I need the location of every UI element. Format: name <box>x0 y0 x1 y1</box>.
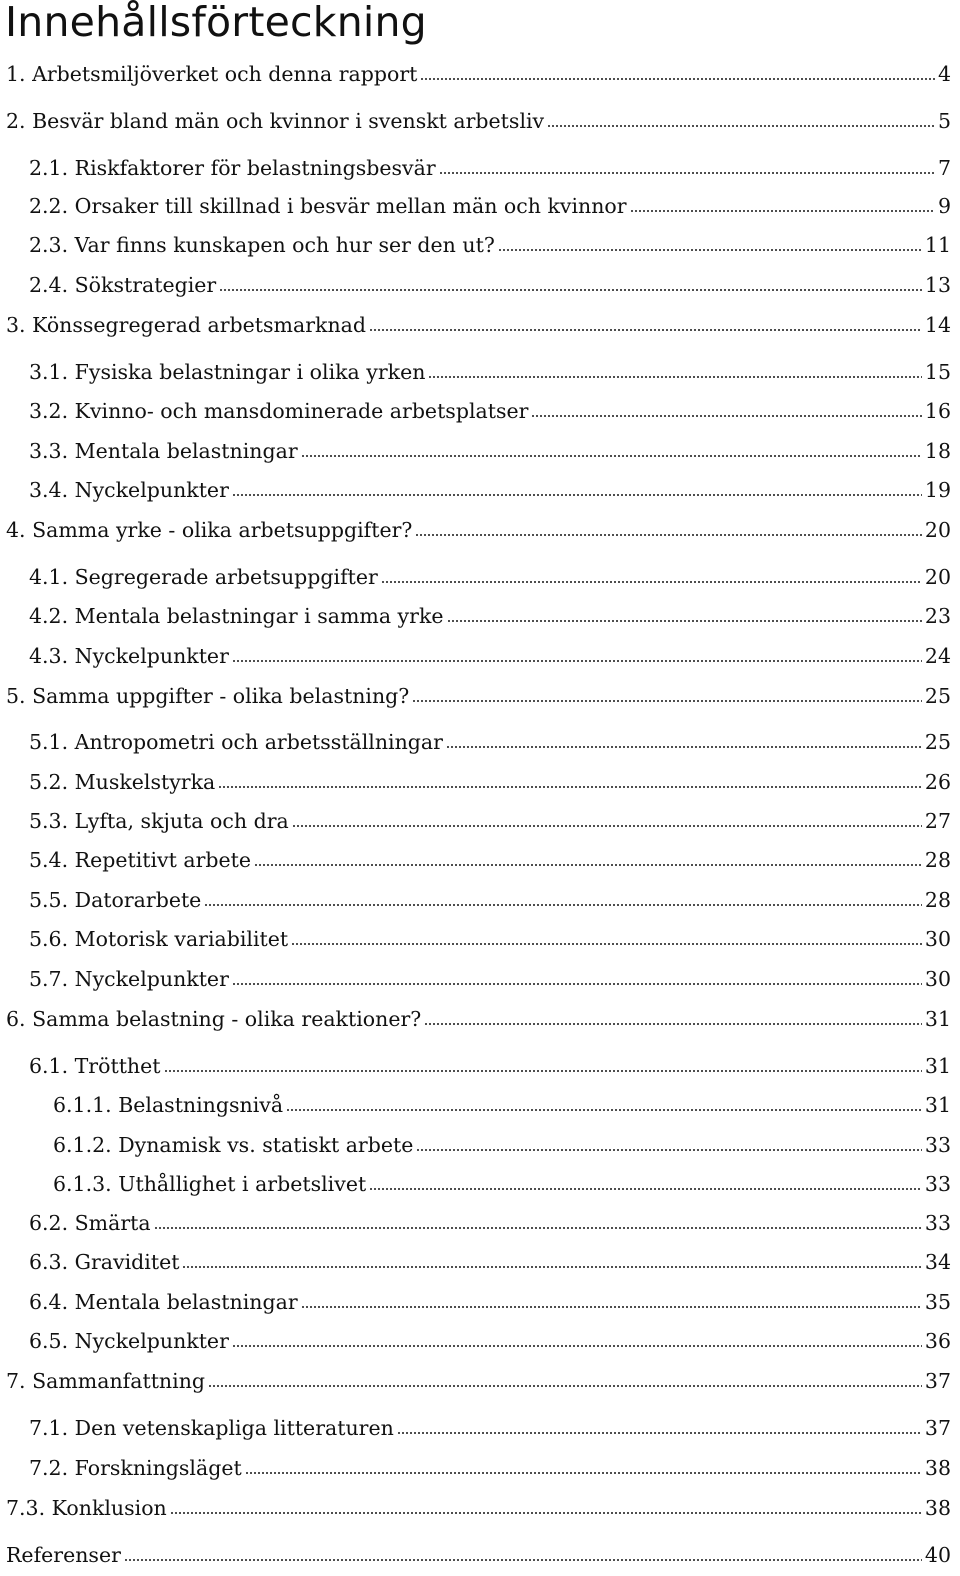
toc-entry-page-number: 25 <box>924 730 951 754</box>
toc-entry[interactable] <box>0 602 951 630</box>
toc-entry[interactable] <box>0 271 951 299</box>
toc-entry-page-number: 35 <box>924 1290 951 1314</box>
toc-entry[interactable] <box>0 1541 951 1569</box>
toc-entry-page-number: 31 <box>924 1093 951 1117</box>
toc-entry[interactable] <box>0 154 951 182</box>
toc-entry-label: 7. Sammanfattning <box>6 1369 206 1393</box>
toc-entry-label: 5.6. Motorisk variabilitet <box>29 927 289 951</box>
toc-entry-page-number: 9 <box>937 194 951 218</box>
toc-entry[interactable] <box>0 1052 951 1080</box>
toc-entry-label: 5.2. Muskelstyrka <box>29 770 216 794</box>
toc-entry-page-number: 16 <box>924 399 951 423</box>
dot-leader <box>301 1304 922 1310</box>
dot-leader <box>301 453 922 459</box>
toc-entry[interactable] <box>0 516 951 544</box>
toc-entry-label: 6.1.2. Dynamisk vs. statiskt arbete <box>53 1133 414 1157</box>
toc-entry-page-number: 20 <box>924 565 951 589</box>
toc-entry-label: 7.3. Konklusion <box>6 1496 167 1520</box>
toc-entry-label: 5.3. Lyfta, skjuta och dra <box>29 809 289 833</box>
toc-entry[interactable] <box>0 107 951 135</box>
toc-entry-label: 7.1. Den vetenskapliga litteraturen <box>29 1416 394 1440</box>
toc-entry[interactable] <box>0 846 951 874</box>
toc-entry-label: 5. Samma uppgifter - olika belastning? <box>6 684 410 708</box>
toc-entry-page-number: 19 <box>924 478 951 502</box>
dot-leader <box>428 374 921 380</box>
toc-entry-label: 3.2. Kvinno- och mansdominerade arbetsplatser <box>29 399 529 423</box>
toc-entry-label: 6.4. Mentala belastningar <box>29 1290 298 1314</box>
toc-entry[interactable] <box>0 1414 951 1442</box>
toc-entry[interactable] <box>0 231 951 259</box>
dot-leader <box>286 1107 922 1113</box>
toc-entry-page-number: 28 <box>924 848 951 872</box>
toc-entry[interactable] <box>0 682 951 710</box>
toc-entry[interactable] <box>0 397 951 425</box>
toc-entry-label: 3.3. Mentala belastningar <box>29 439 298 463</box>
dot-leader <box>292 823 922 829</box>
toc-entry-page-number: 36 <box>924 1329 951 1353</box>
toc-entry[interactable] <box>0 1005 951 1033</box>
toc-entry-label: 5.5. Datorarbete <box>29 888 202 912</box>
toc-entry[interactable] <box>0 1327 951 1355</box>
dot-leader <box>416 1147 922 1153</box>
dot-leader <box>182 1264 921 1270</box>
toc-entry[interactable] <box>0 1248 951 1276</box>
dot-leader <box>124 1557 922 1563</box>
toc-entry-label: 4.3. Nyckelpunkter <box>29 644 229 668</box>
toc-entry-label: Referenser <box>6 1543 121 1567</box>
dot-leader <box>218 784 922 790</box>
toc-entry-page-number: 20 <box>924 518 951 542</box>
toc-entry-page-number: 25 <box>924 684 951 708</box>
dot-leader <box>208 1383 922 1389</box>
toc-entry[interactable] <box>0 311 951 339</box>
dot-leader <box>397 1430 922 1436</box>
dot-leader <box>439 170 935 176</box>
toc-entry[interactable] <box>0 886 951 914</box>
dot-leader <box>412 698 922 704</box>
toc-entry-label: 5.1. Antropometri och arbetsställningar <box>29 730 443 754</box>
dot-leader <box>415 532 922 538</box>
toc-entry[interactable] <box>0 965 951 993</box>
toc-entry-label: 2.1. Riskfaktorer för belastningsbesvär <box>29 156 436 180</box>
toc-entry-label: 3.1. Fysiska belastningar i olika yrken <box>29 360 426 384</box>
toc-entry[interactable] <box>0 1170 951 1198</box>
toc-entry-page-number: 15 <box>924 360 951 384</box>
toc-entry[interactable] <box>0 807 951 835</box>
toc-entry[interactable] <box>0 1494 951 1522</box>
dot-leader <box>531 413 921 419</box>
toc-entry-page-number: 7 <box>937 156 951 180</box>
dot-leader <box>498 247 922 253</box>
toc-entry-page-number: 38 <box>924 1456 951 1480</box>
toc-entry[interactable] <box>0 1454 951 1482</box>
toc-entry-page-number: 31 <box>924 1054 951 1078</box>
toc-entry-label: 6.1. Trötthet <box>29 1054 161 1078</box>
toc-entry-page-number: 14 <box>924 313 951 337</box>
toc-entry-label: 7.2. Forskningsläget <box>29 1456 242 1480</box>
toc-entry-page-number: 34 <box>924 1250 951 1274</box>
dot-leader <box>420 76 935 82</box>
toc-entry-label: 4.2. Mentala belastningar i samma yrke <box>29 604 444 628</box>
toc-entry-page-number: 28 <box>924 888 951 912</box>
dot-leader <box>232 492 922 498</box>
dot-leader <box>630 208 935 214</box>
toc-entry-page-number: 27 <box>924 809 951 833</box>
toc-entry-label: 2.3. Var finns kunskapen och hur ser den ut? <box>29 233 495 257</box>
toc-entry-label: 4. Samma yrke - olika arbetsuppgifter? <box>6 518 413 542</box>
dot-leader <box>447 618 922 624</box>
toc-entry[interactable] <box>0 60 951 88</box>
toc-entry-page-number: 5 <box>937 109 951 133</box>
toc-entry-page-number: 4 <box>937 62 951 86</box>
dot-leader <box>369 327 922 333</box>
toc-entry[interactable] <box>0 1131 951 1159</box>
toc-entry[interactable] <box>0 358 951 386</box>
dot-leader <box>232 1343 922 1349</box>
page-title: Innehållsförteckning <box>5 0 427 46</box>
toc-entry-page-number: 30 <box>924 927 951 951</box>
dot-leader <box>154 1225 922 1231</box>
toc-entry-label: 6.2. Smärta <box>29 1211 151 1235</box>
dot-leader <box>424 1021 922 1027</box>
dot-leader <box>245 1470 922 1476</box>
toc-entry-page-number: 30 <box>924 967 951 991</box>
toc-entry-page-number: 33 <box>924 1211 951 1235</box>
toc-entry-page-number: 33 <box>924 1172 951 1196</box>
dot-leader <box>170 1510 922 1516</box>
toc-entry-label: 5.4. Repetitivt arbete <box>29 848 252 872</box>
dot-leader <box>204 902 922 908</box>
dot-leader <box>291 941 922 947</box>
toc-entry[interactable] <box>0 1209 951 1237</box>
dot-leader <box>254 862 922 868</box>
toc-entry[interactable] <box>0 1367 951 1395</box>
toc-entry-page-number: 26 <box>924 770 951 794</box>
toc-entry-page-number: 40 <box>924 1543 951 1567</box>
toc-entry[interactable] <box>0 1288 951 1316</box>
toc-entry-label: 2.2. Orsaker till skillnad i besvär mellan män och kvinnor <box>29 194 627 218</box>
dot-leader <box>547 123 935 129</box>
toc-entry-page-number: 37 <box>924 1416 951 1440</box>
toc-entry[interactable] <box>0 925 951 953</box>
toc-entry-page-number: 38 <box>924 1496 951 1520</box>
dot-leader <box>446 744 922 750</box>
dot-leader <box>219 287 922 293</box>
toc-entry[interactable] <box>0 1091 951 1119</box>
toc-entry-page-number: 37 <box>924 1369 951 1393</box>
toc-entry-label: 1. Arbetsmiljöverket och denna rapport <box>6 62 418 86</box>
toc-entry-page-number: 13 <box>924 273 951 297</box>
toc-entry-page-number: 31 <box>924 1007 951 1031</box>
toc-entry[interactable] <box>0 192 951 220</box>
toc-entry[interactable] <box>0 563 951 591</box>
toc-entry-page-number: 18 <box>924 439 951 463</box>
toc-entry-label: 2. Besvär bland män och kvinnor i svenskt arbetsliv <box>6 109 545 133</box>
toc-entry-label: 6.3. Graviditet <box>29 1250 180 1274</box>
toc-entry-page-number: 23 <box>924 604 951 628</box>
toc-entry-page-number: 11 <box>924 233 951 257</box>
dot-leader <box>164 1068 922 1074</box>
dot-leader <box>369 1186 922 1192</box>
dot-leader <box>232 658 922 664</box>
dot-leader <box>381 579 922 585</box>
toc-entry-label: 4.1. Segregerade arbetsuppgifter <box>29 565 378 589</box>
toc-entry-label: 6.1.3. Uthållighet i arbetslivet <box>53 1172 367 1196</box>
toc-entry-label: 6. Samma belastning - olika reaktioner? <box>6 1007 422 1031</box>
toc-entry[interactable] <box>0 642 951 670</box>
toc-entry-page-number: 33 <box>924 1133 951 1157</box>
toc-entry-label: 5.7. Nyckelpunkter <box>29 967 229 991</box>
toc-entry[interactable] <box>0 728 951 756</box>
toc-entry-label: 6.1.1. Belastningsnivå <box>53 1093 284 1117</box>
toc-entry-label: 6.5. Nyckelpunkter <box>29 1329 229 1353</box>
toc-entry-label: 3.4. Nyckelpunkter <box>29 478 229 502</box>
toc-entry[interactable] <box>0 768 951 796</box>
dot-leader <box>232 981 922 987</box>
toc-entry-page-number: 24 <box>924 644 951 668</box>
toc-entry[interactable] <box>0 476 951 504</box>
toc-entry-label: 2.4. Sökstrategier <box>29 273 217 297</box>
toc-entry[interactable] <box>0 437 951 465</box>
toc-entry-label: 3. Könssegregerad arbetsmarknad <box>6 313 366 337</box>
